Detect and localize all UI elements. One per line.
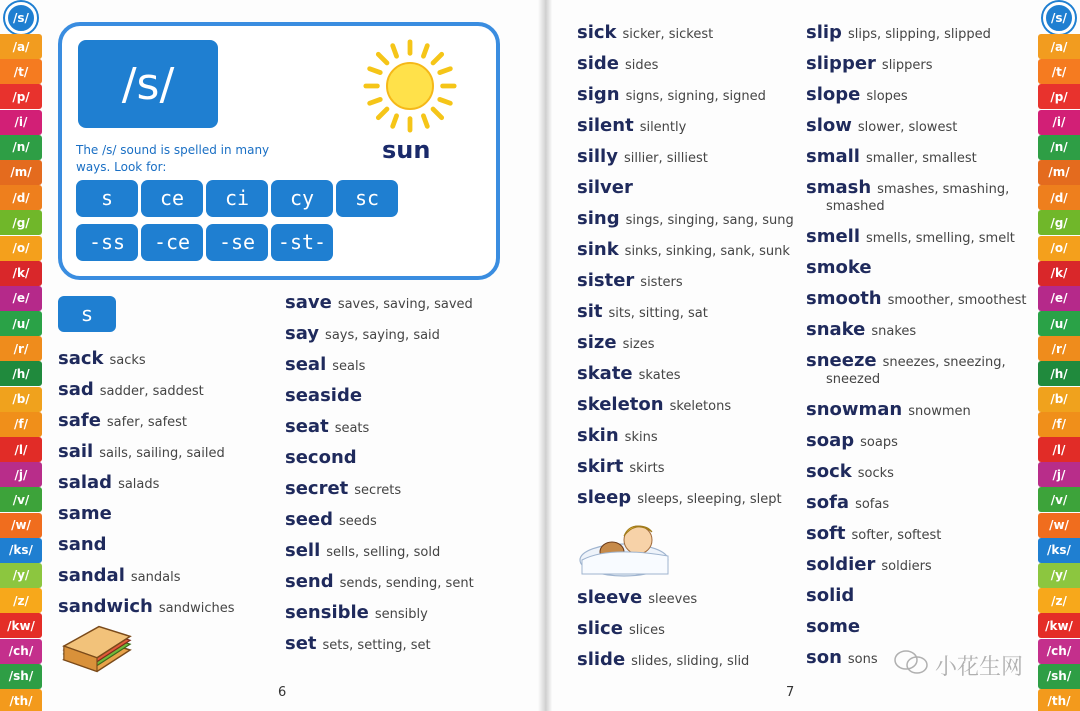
word-forms: salads bbox=[118, 477, 160, 492]
word-entry bbox=[285, 540, 474, 571]
word-entry bbox=[577, 456, 794, 487]
headword: sandal bbox=[58, 565, 125, 586]
tab-m[interactable]: /m/ bbox=[1038, 160, 1080, 185]
tab-i[interactable]: /i/ bbox=[0, 110, 42, 135]
headword: smooth bbox=[806, 288, 882, 309]
word-forms: smaller, smallest bbox=[865, 151, 977, 166]
spelling-tile: cy bbox=[271, 180, 333, 217]
word-forms: sleeps, sleeping, slept bbox=[637, 492, 782, 507]
word-forms: seals bbox=[332, 359, 366, 374]
headword: skin bbox=[577, 425, 619, 446]
word-entry bbox=[806, 146, 991, 177]
intro-text: The /s/ sound is spelled in many ways. Look for: bbox=[76, 143, 270, 174]
word-forms: seats bbox=[334, 421, 370, 436]
word-forms: sets, setting, set bbox=[322, 638, 431, 653]
tab-p[interactable]: /p/ bbox=[0, 84, 42, 109]
headword: snowman bbox=[806, 399, 903, 420]
tab-g[interactable]: /g/ bbox=[1038, 210, 1080, 235]
word-entry bbox=[58, 348, 234, 379]
word-entry bbox=[806, 554, 971, 585]
tab-y[interactable]: /y/ bbox=[1038, 563, 1080, 588]
tab-s[interactable]: /s/ bbox=[5, 2, 37, 34]
headword: sail bbox=[58, 441, 94, 462]
tab-kw[interactable]: /kw/ bbox=[1038, 613, 1080, 638]
tab-k[interactable]: /k/ bbox=[1038, 261, 1080, 286]
word-forms: snakes bbox=[871, 324, 917, 339]
spelling-tile: -ce bbox=[141, 224, 203, 261]
headword: sad bbox=[58, 379, 94, 400]
tab-g[interactable]: /g/ bbox=[0, 210, 42, 235]
word-entry bbox=[577, 649, 749, 680]
tab-j[interactable]: /j/ bbox=[0, 462, 42, 487]
entry-sneeze bbox=[806, 350, 1006, 394]
spelling-tile: -st- bbox=[271, 224, 333, 261]
sound-tabs-right bbox=[1038, 0, 1080, 711]
tab-v[interactable]: /v/ bbox=[0, 487, 42, 512]
headword: salad bbox=[58, 472, 113, 493]
spelling-tile: sc bbox=[336, 180, 398, 217]
word-entry bbox=[806, 585, 971, 616]
headword: silver bbox=[577, 177, 633, 198]
tab-o[interactable]: /o/ bbox=[0, 236, 42, 261]
headword: some bbox=[806, 616, 861, 637]
headword: side bbox=[577, 53, 619, 74]
word-entry bbox=[285, 447, 474, 478]
word-forms: socks bbox=[857, 466, 894, 481]
tab-o[interactable]: /o/ bbox=[1038, 236, 1080, 261]
word-forms: slopes bbox=[866, 89, 908, 104]
page-number-left: 6 bbox=[278, 685, 287, 700]
word-entry bbox=[577, 301, 794, 332]
word-forms: sits, sitting, sat bbox=[608, 306, 708, 321]
headword: soft bbox=[806, 523, 846, 544]
word-entry bbox=[577, 208, 794, 239]
word-column-2 bbox=[285, 292, 474, 664]
word-forms: sicker, sickest bbox=[622, 27, 714, 42]
sandwich-illustration bbox=[58, 620, 136, 680]
word-forms: sandals bbox=[130, 570, 181, 585]
headword: small bbox=[806, 146, 860, 167]
word-forms: slides, sliding, slid bbox=[631, 654, 750, 669]
tab-r[interactable]: /r/ bbox=[1038, 336, 1080, 361]
word-entry bbox=[806, 22, 991, 53]
tab-kw[interactable]: /kw/ bbox=[0, 613, 42, 638]
tab-e[interactable]: /e/ bbox=[1038, 286, 1080, 311]
word-entry bbox=[577, 332, 794, 363]
headword: slide bbox=[577, 649, 626, 670]
tab-e[interactable]: /e/ bbox=[0, 286, 42, 311]
tab-w[interactable]: /w/ bbox=[1038, 513, 1080, 538]
headword: solid bbox=[806, 585, 855, 606]
headword: send bbox=[285, 571, 334, 592]
headword: sink bbox=[577, 239, 619, 260]
spelling-tile: -ss bbox=[76, 224, 138, 261]
word-entry bbox=[577, 239, 794, 270]
word-entry bbox=[806, 288, 1026, 319]
tab-ks[interactable]: /ks/ bbox=[1038, 538, 1080, 563]
word-column-3b bbox=[577, 587, 749, 680]
word-column-3 bbox=[577, 22, 794, 518]
word-forms: slices bbox=[628, 623, 665, 638]
word-entry bbox=[58, 503, 234, 534]
headword: sofa bbox=[806, 492, 850, 513]
word-entry bbox=[285, 633, 474, 664]
tab-j[interactable]: /j/ bbox=[1038, 462, 1080, 487]
word-entry bbox=[577, 84, 794, 115]
headword: seal bbox=[285, 354, 327, 375]
tab-sh[interactable]: /sh/ bbox=[1038, 664, 1080, 689]
word-forms: slower, slowest bbox=[857, 120, 958, 135]
word-entry bbox=[806, 523, 971, 554]
headword: soap bbox=[806, 430, 855, 451]
word-entry bbox=[577, 115, 794, 146]
headword: secret bbox=[285, 478, 349, 499]
word-entry bbox=[806, 461, 971, 492]
word-entry bbox=[806, 350, 1006, 394]
headword: say bbox=[285, 323, 320, 344]
word-entry bbox=[285, 509, 474, 540]
word-entry bbox=[285, 478, 474, 509]
headword: sensible bbox=[285, 602, 369, 623]
headword: second bbox=[285, 447, 357, 468]
tab-y[interactable]: /y/ bbox=[0, 563, 42, 588]
word-entry bbox=[806, 616, 971, 647]
headword: sandwich bbox=[58, 596, 153, 617]
tab-h[interactable]: /h/ bbox=[1038, 361, 1080, 386]
word-entry bbox=[806, 84, 991, 115]
word-forms: sings, singing, sang, sung bbox=[625, 213, 794, 228]
sound-tabs-left bbox=[0, 0, 42, 711]
tab-th[interactable]: /th/ bbox=[0, 689, 42, 711]
tab-ch[interactable]: /ch/ bbox=[1038, 639, 1080, 664]
word-forms: sizes bbox=[622, 337, 655, 352]
word-column-4b bbox=[806, 226, 1026, 350]
tab-a[interactable]: /a/ bbox=[1038, 34, 1080, 59]
word-forms: safer, safest bbox=[106, 415, 188, 430]
spelling-tile: ci bbox=[206, 180, 268, 217]
sleeping-child-illustration bbox=[578, 516, 670, 578]
word-forms: smashes, smashing, bbox=[877, 182, 1010, 197]
word-entry bbox=[577, 270, 794, 301]
word-entry bbox=[577, 363, 794, 394]
tab-i[interactable]: /i/ bbox=[1038, 110, 1080, 135]
word-forms: softer, softest bbox=[851, 528, 942, 543]
word-entry bbox=[58, 565, 234, 596]
word-entry bbox=[577, 425, 794, 456]
word-column-4c bbox=[806, 399, 971, 678]
tab-f[interactable]: /f/ bbox=[1038, 412, 1080, 437]
tab-n[interactable]: /n/ bbox=[1038, 135, 1080, 160]
spelling-tile: s bbox=[76, 180, 138, 217]
word-forms: saves, saving, saved bbox=[337, 297, 473, 312]
headword: size bbox=[577, 332, 617, 353]
word-column-1 bbox=[58, 348, 234, 627]
spelling-tile: -se bbox=[206, 224, 268, 261]
headword: set bbox=[285, 633, 317, 654]
word-entry bbox=[58, 410, 234, 441]
headword: sick bbox=[577, 22, 617, 43]
headword: seed bbox=[285, 509, 334, 530]
tab-z[interactable]: /z/ bbox=[1038, 588, 1080, 613]
tab-w[interactable]: /w/ bbox=[0, 513, 42, 538]
tab-a[interactable]: /a/ bbox=[0, 34, 42, 59]
word-entry bbox=[577, 22, 794, 53]
word-entry bbox=[806, 430, 971, 461]
spelling-tile: ce bbox=[141, 180, 203, 217]
word-entry bbox=[285, 602, 474, 633]
tab-k[interactable]: /k/ bbox=[0, 261, 42, 286]
headword: slope bbox=[806, 84, 861, 105]
entry-smash bbox=[806, 177, 1009, 221]
page-number-right: 7 bbox=[786, 685, 795, 700]
tab-s[interactable]: /s/ bbox=[1043, 2, 1075, 34]
tab-p[interactable]: /p/ bbox=[1038, 84, 1080, 109]
word-forms-cont: smashed bbox=[826, 199, 885, 214]
word-forms: skeletons bbox=[669, 399, 732, 414]
tab-t[interactable]: /t/ bbox=[0, 59, 42, 84]
word-entry bbox=[577, 587, 749, 618]
word-forms: smoother, smoothest bbox=[887, 293, 1027, 308]
word-entry bbox=[806, 226, 1026, 257]
word-forms: says, saying, said bbox=[325, 328, 440, 343]
tab-d[interactable]: /d/ bbox=[0, 185, 42, 210]
headword: snake bbox=[806, 319, 866, 340]
headword: slow bbox=[806, 115, 852, 136]
headword: sack bbox=[58, 348, 104, 369]
word-forms: skins bbox=[624, 430, 658, 445]
section-label: s bbox=[58, 296, 116, 332]
word-entry bbox=[577, 177, 794, 208]
word-entry bbox=[285, 385, 474, 416]
word-forms: sneezes, sneezing, bbox=[882, 355, 1006, 370]
word-forms: silently bbox=[639, 120, 687, 135]
word-forms: sinks, sinking, sank, sunk bbox=[624, 244, 790, 259]
word-forms: sides bbox=[624, 58, 659, 73]
word-forms: sensibly bbox=[374, 607, 428, 622]
word-entry bbox=[577, 618, 749, 649]
word-forms: sends, sending, sent bbox=[339, 576, 474, 591]
word-entry bbox=[58, 441, 234, 472]
tab-m[interactable]: /m/ bbox=[0, 160, 42, 185]
headword: seaside bbox=[285, 385, 363, 406]
word-forms: sadder, saddest bbox=[99, 384, 204, 399]
word-entry bbox=[806, 115, 991, 146]
word-entry bbox=[285, 323, 474, 354]
word-entry bbox=[577, 53, 794, 84]
headword: slice bbox=[577, 618, 623, 639]
tab-z[interactable]: /z/ bbox=[0, 588, 42, 613]
spelling-tiles bbox=[76, 180, 496, 268]
headword: skirt bbox=[577, 456, 624, 477]
word-entry bbox=[577, 146, 794, 177]
word-forms: slips, slipping, slipped bbox=[847, 27, 991, 42]
headword: smash bbox=[806, 177, 872, 198]
headword: sneeze bbox=[806, 350, 877, 371]
word-entry bbox=[806, 53, 991, 84]
headword: slipper bbox=[806, 53, 876, 74]
sound-title: /s/ bbox=[78, 40, 218, 128]
headword: same bbox=[58, 503, 112, 524]
headword: son bbox=[806, 647, 842, 668]
tab-u[interactable]: /u/ bbox=[0, 311, 42, 336]
word-forms: seeds bbox=[339, 514, 377, 529]
tab-b[interactable]: /b/ bbox=[1038, 387, 1080, 412]
watermark-logo-icon bbox=[893, 648, 929, 676]
book-gutter bbox=[538, 0, 552, 711]
word-forms: sells, selling, sold bbox=[326, 545, 441, 560]
headword: save bbox=[285, 292, 332, 313]
headword: sign bbox=[577, 84, 620, 105]
headword: sand bbox=[58, 534, 107, 555]
word-entry bbox=[58, 472, 234, 503]
word-entry bbox=[806, 177, 1009, 221]
word-entry bbox=[577, 394, 794, 425]
example-word: sun bbox=[382, 136, 431, 164]
word-forms: soldiers bbox=[881, 559, 932, 574]
word-entry bbox=[806, 399, 971, 430]
word-entry bbox=[285, 416, 474, 447]
word-forms: signs, signing, signed bbox=[625, 89, 766, 104]
tab-h[interactable]: /h/ bbox=[0, 361, 42, 386]
word-forms: sails, sailing, sailed bbox=[99, 446, 225, 461]
headword: safe bbox=[58, 410, 101, 431]
word-forms: sons bbox=[847, 652, 878, 667]
word-column-4 bbox=[806, 22, 991, 177]
word-entry bbox=[285, 292, 474, 323]
word-forms: sillier, silliest bbox=[623, 151, 708, 166]
word-forms: slippers bbox=[881, 58, 933, 73]
tab-n[interactable]: /n/ bbox=[0, 135, 42, 160]
word-forms: sleeves bbox=[648, 592, 698, 607]
tab-th[interactable]: /th/ bbox=[1038, 689, 1080, 711]
headword: sleep bbox=[577, 487, 632, 508]
tab-r[interactable]: /r/ bbox=[0, 336, 42, 361]
word-entry bbox=[806, 319, 1026, 350]
tab-b[interactable]: /b/ bbox=[0, 387, 42, 412]
headword: smoke bbox=[806, 257, 872, 278]
word-entry bbox=[58, 534, 234, 565]
word-entry bbox=[285, 354, 474, 385]
headword: sock bbox=[806, 461, 852, 482]
word-forms: skirts bbox=[629, 461, 665, 476]
word-forms: snowmen bbox=[908, 404, 971, 419]
word-forms: skates bbox=[638, 368, 681, 383]
headword: sell bbox=[285, 540, 321, 561]
headword: sing bbox=[577, 208, 620, 229]
headword: silent bbox=[577, 115, 634, 136]
tab-ch[interactable]: /ch/ bbox=[0, 639, 42, 664]
tab-d[interactable]: /d/ bbox=[1038, 185, 1080, 210]
word-forms: sandwiches bbox=[158, 601, 235, 616]
tab-ks[interactable]: /ks/ bbox=[0, 538, 42, 563]
sun-icon bbox=[362, 38, 458, 134]
headword: sleeve bbox=[577, 587, 643, 608]
tab-t[interactable]: /t/ bbox=[1038, 59, 1080, 84]
headword: slip bbox=[806, 22, 842, 43]
tab-sh[interactable]: /sh/ bbox=[0, 664, 42, 689]
tab-u[interactable]: /u/ bbox=[1038, 311, 1080, 336]
word-entry bbox=[577, 487, 794, 518]
headword: sit bbox=[577, 301, 603, 322]
word-entry bbox=[806, 257, 1026, 288]
word-entry bbox=[806, 492, 971, 523]
tab-l[interactable]: /l/ bbox=[1038, 437, 1080, 462]
sound-header-box bbox=[58, 22, 500, 280]
tab-v[interactable]: /v/ bbox=[1038, 487, 1080, 512]
headword: smell bbox=[806, 226, 861, 247]
tab-f[interactable]: /f/ bbox=[0, 412, 42, 437]
watermark-text: 小花生网 bbox=[935, 655, 1024, 680]
headword: seat bbox=[285, 416, 329, 437]
word-forms: soaps bbox=[860, 435, 898, 450]
headword: soldier bbox=[806, 554, 876, 575]
word-entry bbox=[285, 571, 474, 602]
headword: silly bbox=[577, 146, 618, 167]
word-forms-cont: sneezed bbox=[826, 372, 881, 387]
headword: skeleton bbox=[577, 394, 664, 415]
word-forms: secrets bbox=[354, 483, 402, 498]
tab-l[interactable]: /l/ bbox=[0, 437, 42, 462]
headword: sister bbox=[577, 270, 635, 291]
word-entry bbox=[58, 379, 234, 410]
word-forms: sisters bbox=[640, 275, 683, 290]
word-forms: smells, smelling, smelt bbox=[866, 231, 1015, 246]
word-forms: sofas bbox=[855, 497, 890, 512]
word-forms: sacks bbox=[109, 353, 146, 368]
headword: skate bbox=[577, 363, 633, 384]
